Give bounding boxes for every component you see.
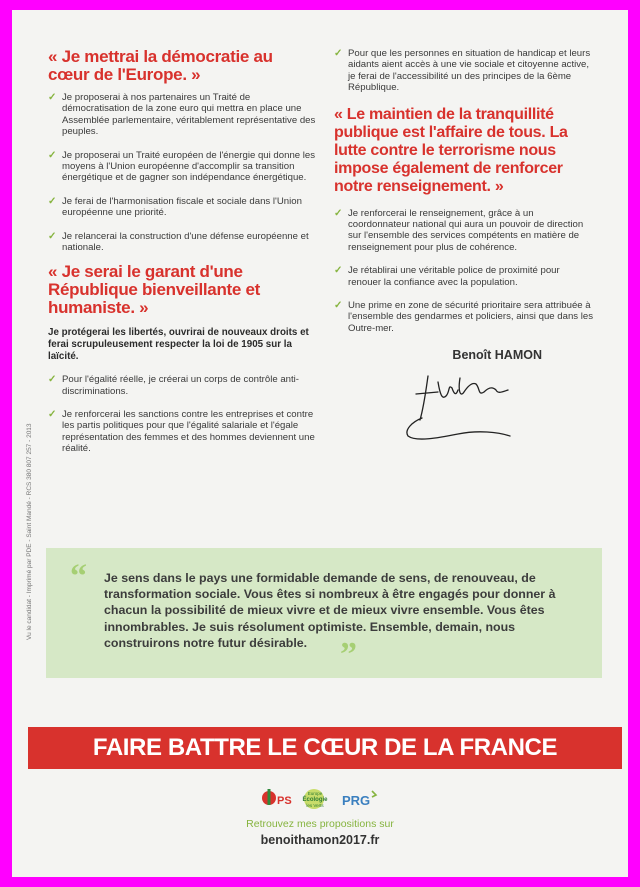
leaflet-page xyxy=(12,10,628,877)
ps-logo-icon xyxy=(262,789,292,807)
list-item: ✓ Une prime en zone de sécurité prioritaire sera attribuée à l'ensemble des gendarmes et policiers, ainsi que dans les Outre-mer. xyxy=(334,300,594,334)
close-quote-icon: ” xyxy=(340,636,357,673)
check-icon: ✓ xyxy=(48,195,57,207)
check-icon: ✓ xyxy=(48,149,57,161)
list-item: ✓ Je proposerai un Traité européen de l'énergie qui donne les moyens à l'Union européenne d'accomplir sa transition énergétique et de gagner son indépendance énergétique. xyxy=(48,149,316,184)
check-icon: ✓ xyxy=(334,300,343,312)
ps-logo-text: PS xyxy=(277,795,292,807)
check-icon: ✓ xyxy=(48,230,57,242)
ecologie-line1: Europe xyxy=(307,791,323,796)
ecologie-logo-icon xyxy=(302,789,328,809)
list-item: ✓ Je relancerai la construction d'une défense européenne et nationale. xyxy=(48,230,309,254)
left-column xyxy=(48,48,316,455)
quote-text: Je sens dans le pays une formidable demande de sens, de renouveau, de transformation sociale. Vous êtes si nombreux à être engagés pour donner à chacun la possibilité de mieux vivre et de mieux vivre ensemble. Vous êtes innombrables. Je suis résolument optimiste. Ensemble, demain, nous construirons notre futur désirable. xyxy=(104,571,556,650)
list-item: ✓ Je proposerai à nos partenaires un Traité de démocratisation de la zone euro qui mettra en place une Assemblée parlementaire, véritablement représentative des peuples. xyxy=(48,92,316,138)
open-quote-icon: “ xyxy=(70,558,87,595)
republique-heading: « Je serai le garant d'une République bienveillante et humaniste. » xyxy=(48,262,260,318)
check-icon: ✓ xyxy=(334,207,343,219)
list-item: ✓ Je renforcerai le renseignement, grâce à un coordonnateur national qui aura un pouvoir de direction sur l'ensemble des services compétents en matière de renseignement pour plus de cohérence. xyxy=(334,207,584,253)
list-item: ✓ Je rétablirai une véritable police de proximité pour renouer la confiance avec la population. xyxy=(334,265,560,288)
libertes-intro: Je protégerai les libertés, ouvrirai de nouveaux droits et ferai scrupuleusement respecter la loi de 1905 sur la laïcité. xyxy=(48,327,309,362)
footer-tagline: Retrouvez mes propositions sur xyxy=(246,818,394,830)
signer-name: Benoît HAMON xyxy=(452,348,542,363)
list-item: ✓ Pour que les personnes en situation de handicap et leurs aidants aient accès à une vie sociale et citoyenne active, je ferai de l'accessibilité un des principes de la 6ème République. xyxy=(334,48,591,94)
slogan-banner: FAIRE BATTRE LE CŒUR DE LA FRANCE xyxy=(28,727,622,769)
right-column xyxy=(334,48,594,444)
check-icon: ✓ xyxy=(334,48,343,59)
list-item: ✓ Pour l'égalité réelle, je créerai un corps de contrôle anti-discriminations. xyxy=(48,374,300,397)
check-icon: ✓ xyxy=(48,92,57,103)
prg-logo-text: PRG xyxy=(342,793,371,808)
ecologie-line2: Écologie xyxy=(302,797,328,803)
check-icon: ✓ xyxy=(334,265,343,277)
ecologie-line3: les Verts xyxy=(306,803,324,808)
securite-heading: « Le maintien de la tranquillité publique est l'affaire de tous. La lutte contre le terrorisme nous impose également de renforcer notre renseignement. » xyxy=(334,105,568,195)
check-icon: ✓ xyxy=(48,374,57,386)
list-item: ✓ Je ferai de l'harmonisation fiscale et sociale dans l'Union européenne une priorité. xyxy=(48,195,302,219)
legal-mention: Vu le candidat - Imprimé par PDE - Saint Mandé - RCS 380 807 257 - 2013 xyxy=(26,423,33,640)
europe-heading: « Je mettrai la démocratie au cœur de l'Europe. » xyxy=(48,47,273,84)
prg-logo-icon xyxy=(342,791,376,808)
quote-box xyxy=(46,548,602,678)
party-logos xyxy=(258,785,398,815)
check-icon: ✓ xyxy=(48,409,57,421)
logos-svg xyxy=(258,785,398,815)
list-item: ✓ Je renforcerai les sanctions contre les entreprises et contre les partis politiques pour que l'égalité salariale et l'égale représentation des femmes et des hommes deviennent une réalité. xyxy=(48,409,315,455)
handwritten-signature xyxy=(398,370,528,444)
website-link[interactable]: benoithamon2017.fr xyxy=(260,833,380,847)
